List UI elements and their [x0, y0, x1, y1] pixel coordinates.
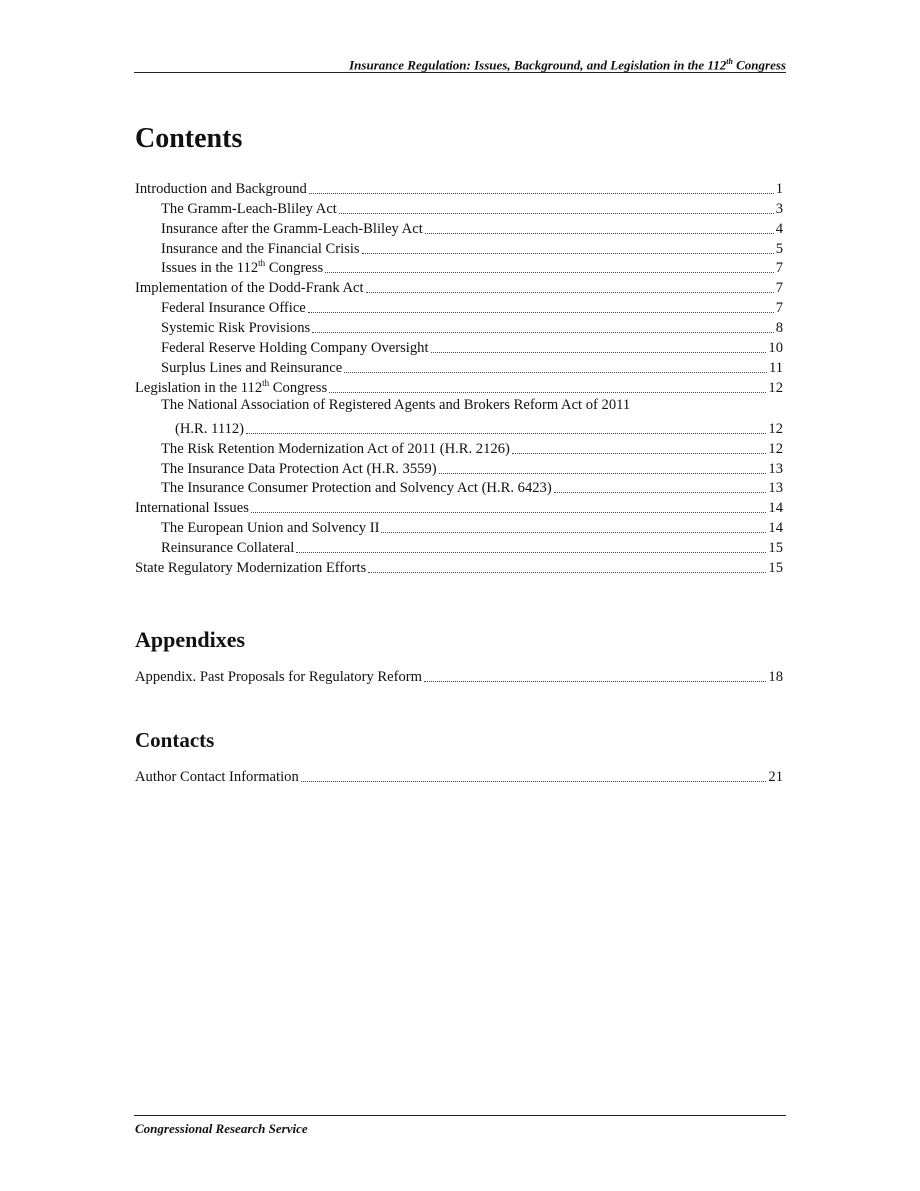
toc-page-number: 13	[768, 460, 783, 477]
running-header-title-post: Congress	[732, 57, 786, 73]
contacts-toc	[135, 766, 783, 786]
toc-entry-title: Appendix. Past Proposals for Regulatory Reform	[135, 668, 422, 685]
toc-entry-title: The Insurance Data Protection Act (H.R. 3559)	[161, 460, 437, 477]
toc-entry-title: Introduction and Background	[135, 180, 307, 197]
toc-leader-dots	[251, 506, 767, 513]
toc-page-number: 15	[768, 540, 783, 557]
toc-entry-title-post: Congress	[265, 260, 324, 277]
appendixes-toc	[135, 666, 783, 686]
running-header-sup: th	[726, 57, 733, 66]
toc-leader-dots	[366, 286, 774, 293]
toc-entry[interactable]	[135, 297, 783, 317]
toc-entry-title-post: Congress	[269, 379, 328, 396]
toc-entry-title: Implementation of the Dodd-Frank Act	[135, 280, 364, 297]
toc-page-number: 7	[775, 260, 783, 277]
toc-leader-dots	[301, 775, 767, 782]
toc-page-number: 12	[768, 440, 783, 457]
toc-page-number: 3	[775, 200, 783, 217]
toc-leader-dots	[339, 207, 774, 214]
toc-entry[interactable]	[135, 178, 783, 198]
toc-leader-dots	[308, 306, 774, 313]
toc-entry-sup: th	[258, 258, 266, 269]
toc-entry-title: State Regulatory Modernization Efforts	[135, 560, 367, 577]
toc-leader-dots	[309, 187, 774, 194]
toc-leader-dots	[312, 326, 774, 333]
toc-entry-title-pre: Legislation in the 112	[135, 379, 263, 396]
toc-leader-dots	[325, 266, 774, 273]
running-header	[134, 57, 786, 73]
toc-entry-title: International Issues	[135, 500, 249, 517]
toc-leader-dots	[344, 366, 767, 373]
toc-entry-title: The Insurance Consumer Protection and Solvency Act (H.R. 6423)	[161, 480, 552, 497]
toc-leader-dots	[439, 467, 767, 474]
toc-leader-dots	[554, 486, 767, 493]
toc-page-number: 12	[768, 379, 783, 396]
contacts-heading: Contacts	[135, 728, 215, 752]
toc-entry[interactable]	[135, 537, 783, 557]
toc-entry[interactable]	[135, 766, 783, 786]
header-rule	[134, 72, 786, 73]
toc-page-number: 1	[775, 180, 783, 197]
toc-entry[interactable]	[135, 277, 783, 297]
toc-page-number: 15	[768, 560, 783, 577]
toc-entry[interactable]	[135, 357, 783, 377]
toc-entry-title-pre: Issues in the 112	[161, 260, 259, 277]
toc-entry[interactable]	[135, 258, 783, 278]
toc-entry-title: The Gramm-Leach-Bliley Act	[161, 200, 337, 217]
toc-entry[interactable]	[135, 438, 783, 458]
toc-entry-sup: th	[262, 377, 270, 388]
toc-page-number: 14	[768, 520, 783, 537]
toc-entry-title	[135, 377, 328, 397]
toc-entry-title: Insurance and the Financial Crisis	[161, 240, 360, 257]
toc-page-number: 7	[775, 280, 783, 297]
toc-leader-dots	[424, 675, 766, 682]
footer-text: Congressional Research Service	[135, 1121, 308, 1136]
toc-entry[interactable]	[135, 317, 783, 337]
toc-entry-title: Federal Insurance Office	[161, 300, 306, 317]
toc-leader-dots	[296, 546, 766, 553]
toc-page-number: 4	[775, 220, 783, 237]
toc-entry[interactable]	[135, 198, 783, 218]
toc-entry-title: Surplus Lines and Reinsurance	[161, 359, 343, 376]
toc-entry[interactable]	[135, 497, 783, 517]
toc-leader-dots	[368, 566, 766, 573]
toc-entry-title: The Risk Retention Modernization Act of 2011 (H.R. 2126)	[161, 440, 510, 457]
toc-entry[interactable]	[135, 377, 783, 397]
contents-heading: Contents	[135, 123, 243, 154]
toc-entry[interactable]	[135, 666, 783, 686]
toc-page-number: 14	[768, 500, 783, 517]
toc-entry[interactable]	[135, 458, 783, 478]
toc-page-number: 18	[768, 668, 783, 685]
toc-entry-title: Systemic Risk Provisions	[161, 320, 311, 337]
appendixes-heading: Appendixes	[135, 627, 246, 652]
running-header-title-pre: Insurance Regulation: Issues, Background, and Legislation in the 112	[349, 57, 727, 73]
toc-entry[interactable]	[135, 478, 783, 498]
toc-entry[interactable]	[135, 557, 783, 577]
toc-page-number: 13	[768, 480, 783, 497]
toc-entry[interactable]	[135, 218, 783, 238]
toc-leader-dots	[512, 447, 767, 454]
toc-entry-title: The National Association of Registered Agents and Brokers Reform Act of 2011	[161, 396, 631, 413]
footer-rule	[134, 1115, 786, 1116]
toc-page-number: 12	[768, 420, 783, 437]
toc-leader-dots	[381, 526, 766, 533]
toc-page-number: 11	[768, 359, 783, 376]
toc-page-number: 10	[768, 340, 783, 357]
toc-leader-dots	[425, 227, 774, 234]
toc-page-number: 5	[775, 240, 783, 257]
toc-leader-dots	[362, 247, 774, 254]
toc-leader-dots	[329, 386, 766, 393]
toc-leader-dots	[431, 346, 767, 353]
toc-entry[interactable]	[135, 337, 783, 357]
contents-toc	[135, 178, 783, 577]
toc-page-number: 21	[768, 768, 783, 785]
toc-entry[interactable]	[135, 397, 783, 438]
toc-entry-title: Author Contact Information	[135, 768, 299, 785]
toc-entry-title-cont: (H.R. 1112)	[175, 420, 245, 437]
toc-entry-title: Federal Reserve Holding Company Oversight	[161, 340, 429, 357]
toc-page-number: 7	[775, 300, 783, 317]
toc-entry-title	[161, 260, 323, 277]
toc-entry[interactable]	[135, 238, 783, 258]
toc-entry-title: Reinsurance Collateral	[161, 540, 295, 557]
toc-entry[interactable]	[135, 517, 783, 537]
toc-page-number: 8	[775, 320, 783, 337]
toc-entry-continuation	[161, 417, 783, 438]
toc-entry-title: The European Union and Solvency II	[161, 520, 380, 537]
toc-leader-dots	[246, 427, 766, 434]
toc-entry-title: Insurance after the Gramm-Leach-Bliley Act	[161, 220, 423, 237]
